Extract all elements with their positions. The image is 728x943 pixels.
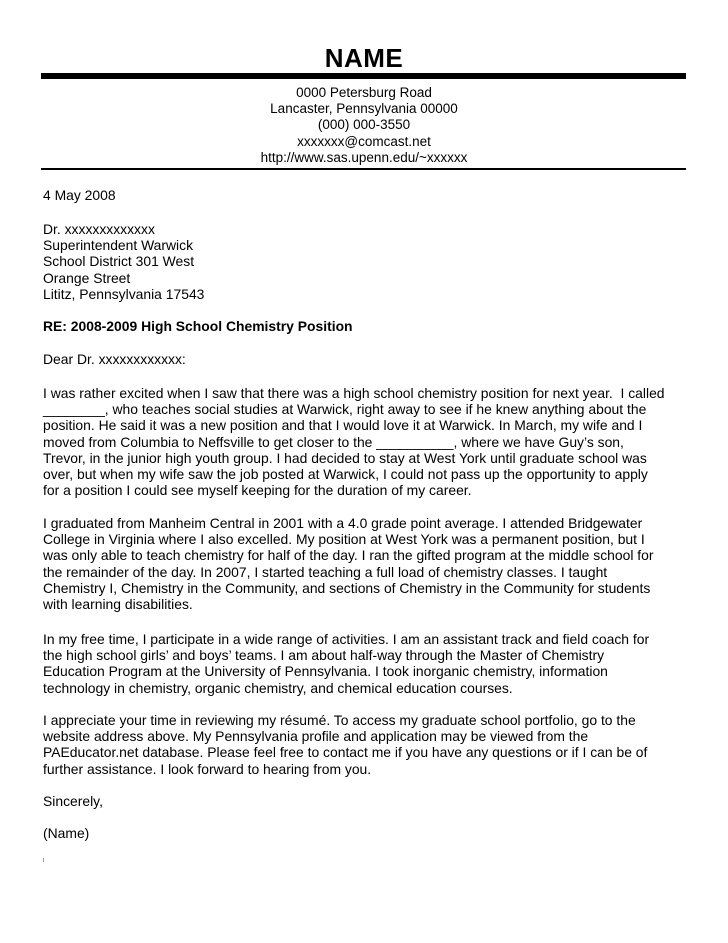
paragraph-line: the high school girls’ and boys’ teams. I am about half-way through the Master of Chemistry <box>43 647 605 664</box>
city-state-zip: Lancaster, Pennsylvania 00000 <box>270 101 458 117</box>
recipient-line: School District 301 West <box>43 253 195 270</box>
phone-number: (000) 000-3550 <box>317 117 411 133</box>
paragraph-line: position. He said it was a new position and that I would love it at Warwick. In March, my wife and I <box>43 417 643 434</box>
paragraph-2 <box>43 515 688 612</box>
recipient-address <box>43 221 688 302</box>
website-url: http://www.sas.upenn.edu/~xxxxxx <box>260 149 468 165</box>
recipient-line: Superintendent Warwick <box>43 237 194 254</box>
subject-line: RE: 2008-2009 High School Chemistry Position <box>43 318 353 334</box>
paragraph-line: the remainder of the day. In 2007, I started teaching a full load of chemistry classes. I taught <box>43 563 608 580</box>
signature: (Name) <box>43 825 90 841</box>
paragraph-line: I was rather excited when I saw that there was a high school chemistry position for next year. I called <box>43 385 665 401</box>
paragraph-3 <box>43 631 688 696</box>
paragraph-line: for a position I could see myself keeping for the duration of my career. <box>43 482 472 499</box>
paragraph-line: website address above. My Pennsylvania profile and application may be viewed from the <box>43 728 589 745</box>
email-address: xxxxxxx@comcast.net <box>297 133 431 149</box>
applicant-name: NAME <box>324 43 404 73</box>
letter-date: 4 May 2008 <box>43 187 116 203</box>
paragraph-line: In my free time, I participate in a wide range of activities. I am an assistant track and field coach for <box>43 631 650 647</box>
paragraph-line: technology in chemistry, organic chemistry, and chemical education courses. <box>43 679 513 696</box>
recipient-line: Lititz, Pennsylvania 17543 <box>43 285 205 302</box>
paragraph-line: PAEducator.net database. Please feel free to contact me if you have any questions or if I can be of <box>43 744 648 761</box>
header-top-rule <box>41 73 686 79</box>
recipient-line: Orange Street <box>43 269 131 286</box>
salutation: Dear Dr. xxxxxxxxxxxx: <box>43 351 186 367</box>
paragraph-line: moved from Columbia to Neffsville to get closer to the __________, where we have Guy’s son, <box>43 433 624 450</box>
paragraph-1 <box>43 385 688 498</box>
recipient-line: Dr. xxxxxxxxxxxxx <box>43 221 155 237</box>
header-bottom-rule <box>41 168 686 170</box>
paragraph-line: with learning disabilities. <box>43 596 193 613</box>
paragraph-line: ________, who teaches social studies at Warwick, right away to see if he knew anything about the <box>43 401 647 418</box>
text-cursor-mark <box>43 858 44 862</box>
paragraph-line: I appreciate your time in reviewing my résumé. To access my graduate school portfolio, go to the <box>43 712 636 728</box>
paragraph-line: over, but when my wife saw the job posted at Warwick, I could not pass up the opportunity to apply <box>43 466 648 483</box>
paragraph-line: Education Program at the University of Pennsylvania. I took inorganic chemistry, information <box>43 663 608 680</box>
closing: Sincerely, <box>43 793 103 809</box>
paragraph-4 <box>43 712 688 777</box>
paragraph-line: further assistance. I look forward to hearing from you. <box>43 760 372 777</box>
contact-block <box>0 85 728 166</box>
paragraph-line: I graduated from Manheim Central in 2001 with a 4.0 grade point average. I attended Bridgewater <box>43 515 643 531</box>
paragraph-line: Chemistry I, Chemistry in the Community, and sections of Chemistry in the Community for students <box>43 579 651 596</box>
paragraph-line: Trevor, in the junior high youth group. I had decided to stay at West York until graduate school was <box>43 449 647 466</box>
street-address: 0000 Petersburg Road <box>296 85 432 100</box>
paragraph-line: College in Virginia where I also excelled. My position at West York was a permanent position, but I <box>43 531 645 548</box>
paragraph-line: was only able to teach chemistry for half of the day. I ran the gifted program at the middle school for <box>43 547 654 564</box>
